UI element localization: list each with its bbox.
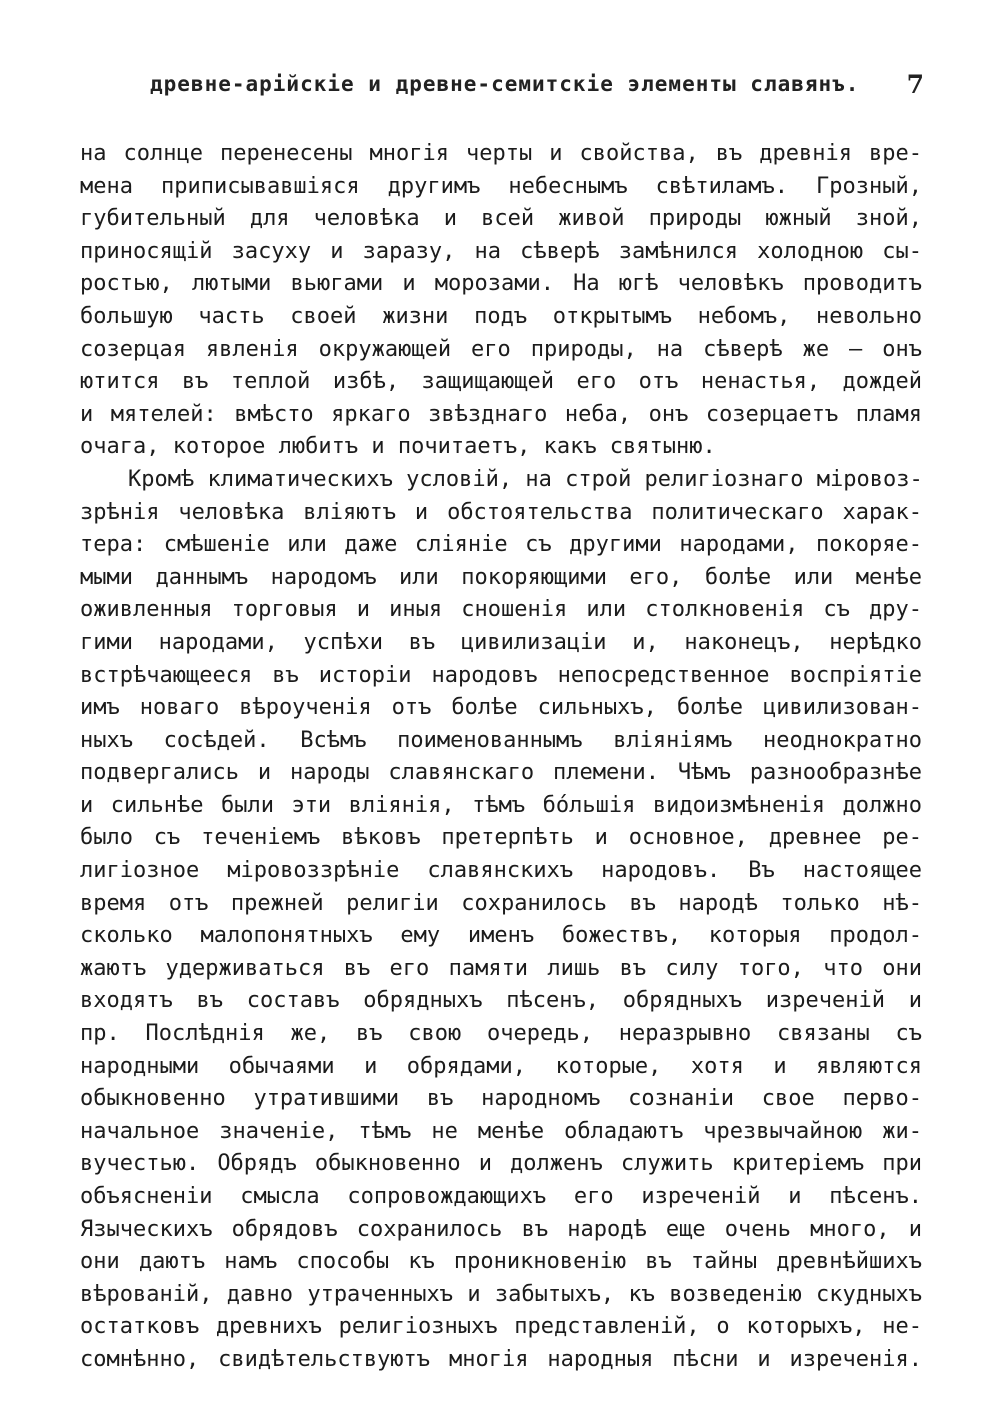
paragraph-1 — [80, 138, 922, 464]
text-line: вѣрованій, давно утраченныхъ и забытыхъ, къ возведенію скудныхъ — [80, 1281, 922, 1307]
text-line: и мятелей: вмѣсто яркаго звѣзднаго неба, онъ созерцаетъ пламя — [80, 401, 922, 427]
text-line: тера: смѣшеніе или даже сліяніе съ другими народами, покоряе- — [80, 532, 922, 558]
text-line: обыкновенно утратившими въ народномъ сознаніи свое перво- — [80, 1086, 922, 1112]
text-line: созерцая явленія окружающей его природы, на сѣверѣ же — онъ — [80, 336, 922, 362]
text-line: мыми даннымъ народомъ или покоряющими его, болѣе или менѣе — [80, 564, 922, 590]
text-line: ютится въ теплой избѣ, защищающей его отъ ненастья, дождей — [80, 369, 922, 395]
text-line: очага, которое любитъ и почитаетъ, какъ святыню. — [80, 434, 716, 460]
text-line: гими народами, успѣхи въ цивилизаціи и, наконецъ, нерѣдко — [80, 629, 922, 655]
text-line: Языческихъ обрядовъ сохранилось въ народѣ еще очень много, и — [80, 1216, 922, 1242]
text-line: ныхъ сосѣдей. Всѣмъ поименованнымъ вліяніямъ неоднократно — [80, 727, 922, 753]
text-line: остатковъ древнихъ религіозныхъ представленій, о которыхъ, не- — [80, 1314, 922, 1340]
text-line: жаютъ удерживаться въ его памяти лишь въ силу того, что они — [80, 955, 922, 981]
text-line: подвергались и народы славянскаго племени. Чѣмъ разнообразнѣе — [80, 760, 922, 786]
text-line: время отъ прежней религіи сохранилось въ народѣ только нѣ- — [80, 890, 922, 916]
text-line: и сильнѣе были эти вліянія, тѣмъ бóльшія видоизмѣненія должно — [80, 792, 922, 818]
text-line: пр. Послѣднія же, въ свою очередь, неразрывно связаны съ — [80, 1021, 922, 1047]
text-line: ростью, лютыми вьюгами и морозами. На югѣ человѣкъ проводитъ — [80, 271, 922, 297]
text-line: мена приписывавшіяся другимъ небеснымъ свѣтиламъ. Грозный, — [80, 173, 922, 199]
text-line: оживленныя торговыя и иныя сношенія или столкновенія съ дру- — [80, 597, 922, 623]
text-line: Кромѣ климатическихъ условій, на строй религіознаго міровоз- — [128, 466, 923, 492]
paragraph-2 — [80, 464, 922, 1377]
text-line: лигіозное міровоззрѣніе славянскихъ народовъ. Въ настоящее — [80, 858, 922, 884]
running-title: древне-арійскіе и древне-семитскіе элементы славянъ. — [150, 72, 860, 96]
text-line: имъ новаго вѣроученія отъ болѣе сильныхъ, болѣе цивилизован- — [80, 695, 922, 721]
text-line: на солнце перенесены многія черты и свойства, въ древнія вре- — [80, 141, 922, 166]
text-line: большую часть своей жизни подъ открытымъ небомъ, невольно — [80, 303, 922, 329]
body-text — [80, 138, 922, 1377]
text-line: объясненіи смысла сопровождающихъ его изреченій и пѣсенъ. — [80, 1184, 922, 1209]
page-number: 7 — [906, 70, 924, 99]
text-line: народными обычаями и обрядами, которые, хотя и являются — [80, 1053, 922, 1079]
text-line: они даютъ намъ способы къ проникновенію въ тайны древнѣйшихъ — [80, 1249, 922, 1275]
text-line: встрѣчающееся въ исторіи народовъ непосредственное воспріятіе — [80, 662, 922, 688]
text-line: сколько малопонятныхъ ему именъ божествъ, которыя продол- — [80, 923, 922, 949]
text-line: зрѣнія человѣка вліяютъ и обстоятельства политическаго харак- — [80, 499, 922, 525]
text-line: было съ теченіемъ вѣковъ претерпѣть и основное, древнее ре- — [80, 825, 922, 851]
text-line: губительный для человѣка и всей живой природы южный зной, — [80, 206, 922, 232]
text-line: начальное значеніе, тѣмъ не менѣе обладаютъ чрезвычайною жи- — [80, 1118, 922, 1144]
text-line: вучестью. Обрядъ обыкновенно и долженъ служить критеріемъ при — [80, 1151, 922, 1177]
text-line: сомнѣнно, свидѣтельствуютъ многія народныя пѣсни и изреченія. — [80, 1346, 922, 1372]
text-line: входятъ въ составъ обрядныхъ пѣсенъ, обрядныхъ изреченій и — [80, 988, 922, 1014]
text-line: приносящій засуху и заразу, на сѣверѣ замѣнился холодною сы- — [80, 238, 922, 264]
